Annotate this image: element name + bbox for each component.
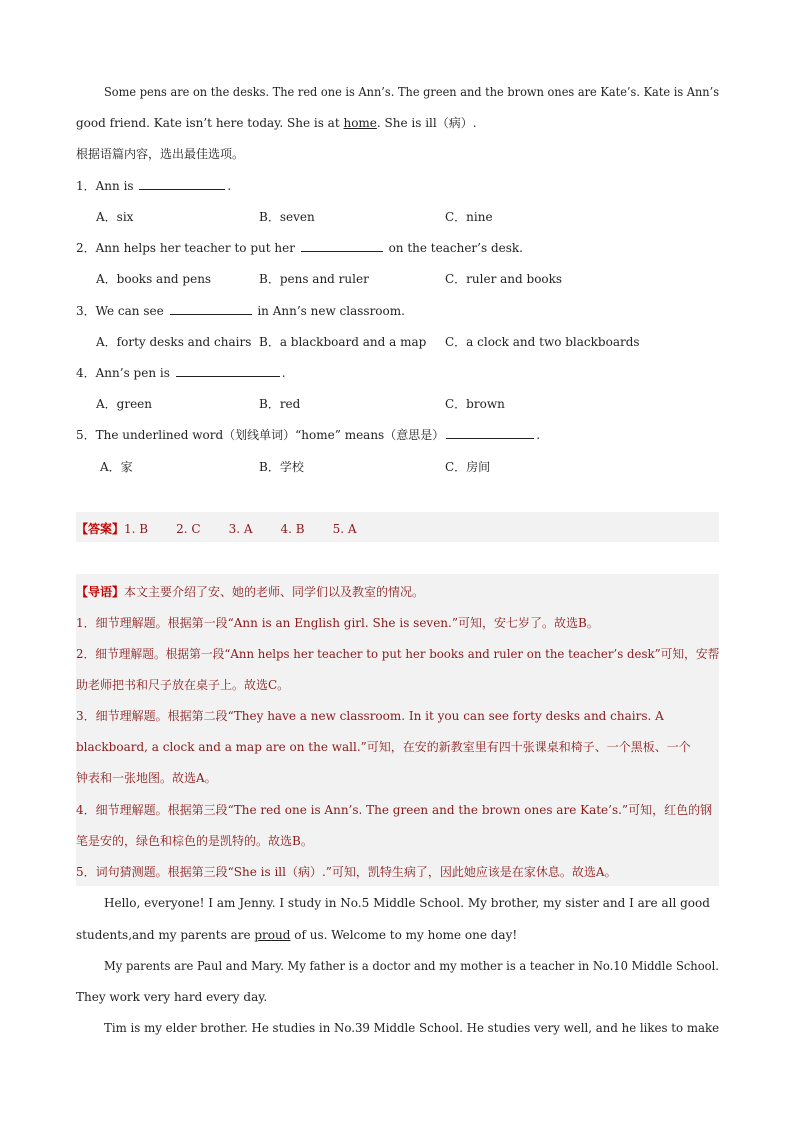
passage2-p1-line1: Hello, everyone! I am Jenny. I study in No.5 Middle School. My brother, my sister and I are all good xyxy=(104,896,710,910)
guide-line: 笔是安的，绿色和棕色的是凯特的。故选B。 xyxy=(76,834,313,848)
question-5-option-c: C．房间 xyxy=(445,460,491,474)
question-2-option-b: B．pens and ruler xyxy=(259,272,369,286)
question-4-option-c: C．brown xyxy=(445,397,505,411)
question-3-option-a: A．forty desks and chairs xyxy=(96,335,252,349)
guide-line: 助老师把书和尺子放在桌子上。故选C。 xyxy=(76,678,290,692)
answer-blank xyxy=(139,178,225,190)
answer-3: 3. A xyxy=(228,522,253,536)
guide-line: 1．细节理解题。根据第一段“Ann is an English girl. She is seven.”可知，安七岁了。故选B。 xyxy=(76,616,599,630)
question-1-option-b: B．seven xyxy=(259,210,315,224)
answer-tag: 【答案】 xyxy=(76,522,125,536)
guide-line: blackboard, a clock and a map are on the wall.”可知，在安的新教室里有四十张课桌和椅子、一个黑板、一个 xyxy=(76,740,691,754)
guide-line: 4．细节理解题。根据第三段“The red one is Ann’s. The green and the brown ones are Kate’s.”可知，红色的钢 xyxy=(76,803,713,817)
question-4-option-b: B．red xyxy=(259,397,301,411)
question-1-option-a: A．six xyxy=(96,210,134,224)
question-2-option-a: A．books and pens xyxy=(96,272,212,286)
question-2-option-c: C．ruler and books xyxy=(445,272,563,286)
guide-line: 钟表和一张地图。故选A。 xyxy=(76,771,217,785)
question-1-option-c: C．nine xyxy=(445,210,493,224)
answer-4: 4. B xyxy=(280,522,305,536)
question-4-stem: 4．Ann’s pen is . xyxy=(76,366,286,380)
answer-2: 2. C xyxy=(176,522,201,536)
answer-blank xyxy=(170,303,252,315)
guide-line: 5．词句猜测题。根据第三段“She is ill（病）.”可知，凯特生病了，因此她应该是在家休息。故选A。 xyxy=(76,865,617,879)
question-3-stem: 3．We can see in Ann’s new classroom. xyxy=(76,304,405,318)
underlined-word-home: home xyxy=(343,116,377,130)
answer-blank xyxy=(301,240,383,252)
answer-1: 1. B xyxy=(124,522,149,536)
question-5-option-b: B．学校 xyxy=(259,460,304,474)
answer-blank xyxy=(446,427,534,439)
instruction: 根据语篇内容，选出最佳选项。 xyxy=(76,147,245,161)
guide-intro: 【导语】本文主要介绍了安、她的老师、同学们以及教室的情况。 xyxy=(76,585,425,599)
answer-blank xyxy=(176,365,280,377)
question-2-stem: 2．Ann helps her teacher to put her on the teacher’s desk. xyxy=(76,241,523,255)
passage2-p3-line1: Tim is my elder brother. He studies in No.39 Middle School. He studies very well, and he likes to make xyxy=(104,1021,720,1035)
question-5-stem: 5．The underlined word（划线单词）“home” means（意思是） . xyxy=(76,428,541,442)
guide-line: 2．细节理解题。根据第一段“Ann helps her teacher to put her books and ruler on the teacher’s desk”可知，安帮 xyxy=(76,647,720,661)
passage1-line2: good friend. Kate isn’t here today. She is at home. She is ill（病）. xyxy=(76,116,477,130)
passage2-p2-line1: My parents are Paul and Mary. My father is a doctor and my mother is a teacher in No.10 Middle School. xyxy=(104,959,719,973)
passage2-p1-line2: students,and my parents are proud of us. Welcome to my home one day! xyxy=(76,928,518,942)
guide-line: 3．细节理解题。根据第二段“They have a new classroom. In it you can see forty desks and chairs. A xyxy=(76,709,664,723)
question-5-option-a: A．家 xyxy=(100,460,133,474)
guide-tag: 【导语】 xyxy=(76,585,125,599)
underlined-word-proud: proud xyxy=(254,928,291,942)
question-1-stem: 1．Ann is . xyxy=(76,179,232,193)
answer-line xyxy=(76,521,357,537)
question-4-option-a: A．green xyxy=(96,397,153,411)
question-3-option-b: B．a blackboard and a map xyxy=(259,335,427,349)
question-3-option-c: C．a clock and two blackboards xyxy=(445,335,640,349)
answer-5: 5. A xyxy=(332,522,357,536)
passage1-line1: Some pens are on the desks. The red one is Ann’s. The green and the brown ones are Kate’s. Kate is Ann’s xyxy=(104,85,720,99)
passage2-p2-line2: They work very hard every day. xyxy=(76,990,268,1004)
